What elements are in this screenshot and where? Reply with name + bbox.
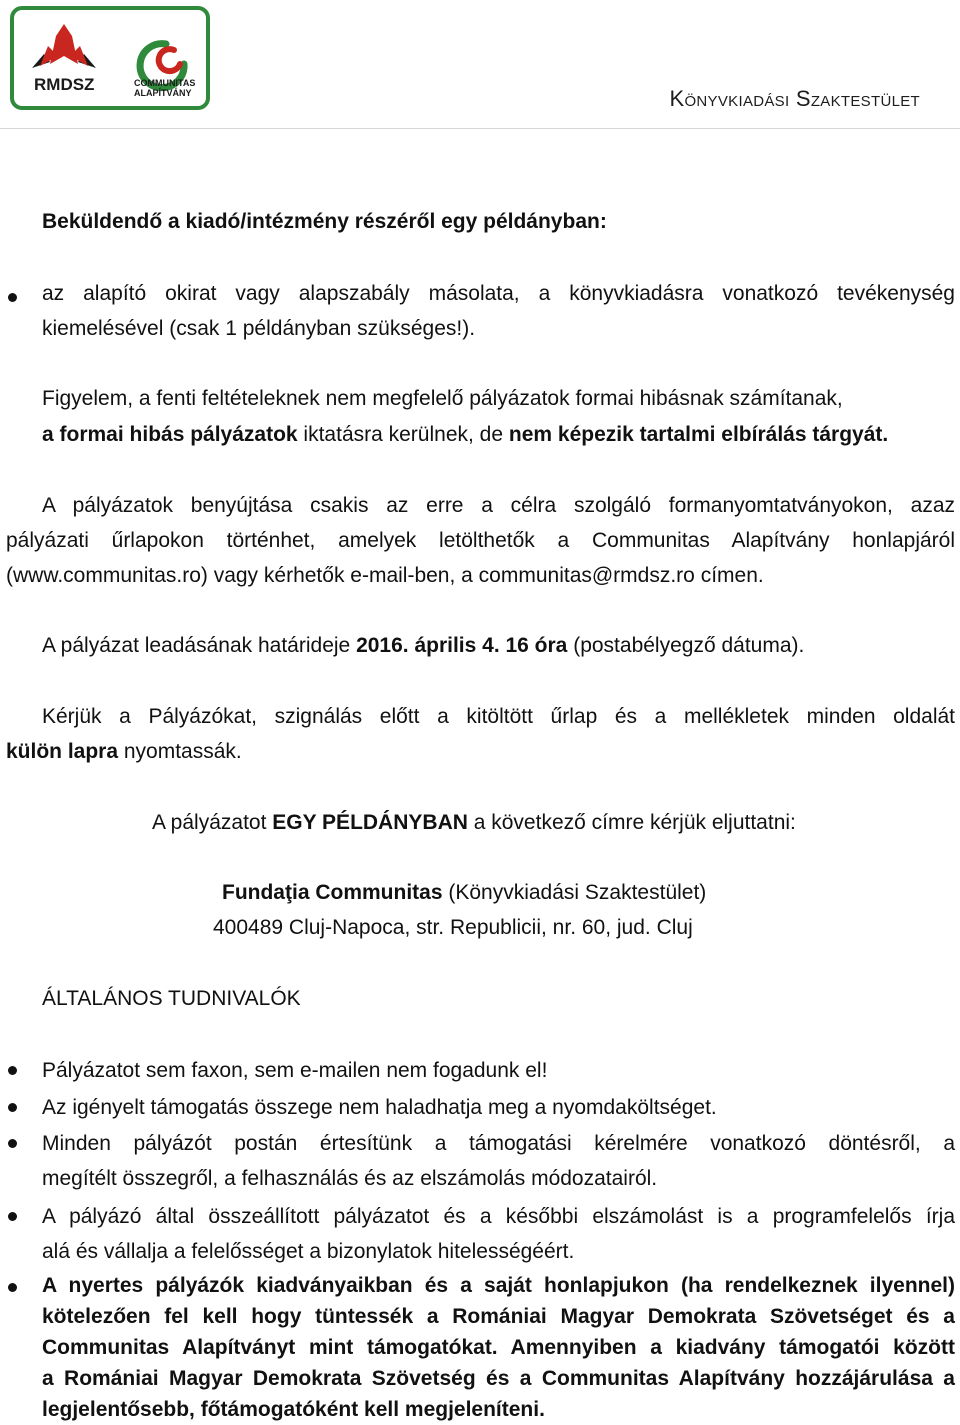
address-intro xyxy=(152,805,796,840)
logo-text-communitas: COMMUNITAS xyxy=(134,78,196,88)
print-note-line2 xyxy=(6,734,242,769)
warning-mid: iktatásra kerülnek, de xyxy=(297,423,509,446)
print-note-bold: külön lapra xyxy=(6,740,119,763)
logo-text-alapitvany: ALAPÍTVÁNY xyxy=(134,88,192,98)
address-intro-suffix: a következő címre kérjük eljuttatni: xyxy=(467,811,796,834)
bullet-icon xyxy=(8,1066,17,1075)
general-item-3-line2: megítélt összegről, a felhasználás és az elszámolás módozatairól. xyxy=(42,1167,658,1190)
logo xyxy=(10,6,210,110)
general-item-5-line3: Communitas Alapítványt mint támogatókat. Amennyiben a kiadvány támogatói között xyxy=(42,1336,955,1359)
general-item-5-line1: A nyertes pályázók kiadványaikban és a saját honlapjukon (ha rendelkeznek ilyennel) xyxy=(42,1274,955,1297)
deadline-date: 2016. április 4. 16 óra xyxy=(356,634,568,657)
send-item-line1: az alapító okirat vagy alapszabály másolata, a könyvkiadásra vonatkozó tevékenység xyxy=(42,282,955,305)
warning-bold-1: a formai hibás pályázatok xyxy=(42,423,298,446)
general-item-2: Az igényelt támogatás összege nem haladhatja meg a nyomdaköltséget. xyxy=(42,1096,717,1119)
warning-line1: Figyelem, a fenti feltételeknek nem megfelelő pályázatok formai hibásnak számítanak, xyxy=(42,387,843,410)
address-intro-bold: EGY PÉLDÁNYBAN xyxy=(272,811,468,834)
general-item-5-line5: legjelentősebb, főtámogatóként kell megjeleníteni. xyxy=(42,1398,545,1421)
address-name xyxy=(222,875,706,910)
general-item-1: Pályázatot sem faxon, sem e-mailen nem fogadunk el! xyxy=(42,1059,548,1082)
bullet-icon xyxy=(8,293,17,302)
general-item-4-line2: alá és vállalja a felelősséget a bizonylatok hitelességéért. xyxy=(42,1240,575,1263)
header-title: Könyvkiadási Szaktestület xyxy=(669,86,920,111)
general-item-5-line4: a Romániai Magyar Demokrata Szövetség és a Communitas Alapítvány hozzájárulása a xyxy=(42,1367,955,1390)
address-intro-prefix: A pályázatot xyxy=(152,811,273,834)
general-item-3-line1: Minden pályázót postán értesítünk a támogatási kérelmére vonatkozó döntésről, a xyxy=(42,1132,955,1155)
logo-text-rmdsz: RMDSZ xyxy=(34,75,95,94)
deadline-prefix: A pályázat leadásának határideje xyxy=(42,634,357,657)
general-heading: ÁLTALÁNOS TUDNIVALÓK xyxy=(42,987,301,1010)
print-note-line1: Kérjük a Pályázókat, szignálás előtt a kitöltött űrlap és a mellékletek minden oldalát xyxy=(42,705,955,728)
warning-bold-2: nem képezik tartalmi elbírálás tárgyát. xyxy=(508,423,889,446)
header-divider xyxy=(0,128,960,129)
general-item-5-line2: kötelezően fel kell hogy tüntessék a Romániai Magyar Demokrata Szövetséget és a xyxy=(42,1305,955,1328)
send-heading: Beküldendő a kiadó/intézmény részéről egy példányban: xyxy=(42,210,607,233)
submission-line3: (www.communitas.ro) vagy kérhetők e-mail-ben, a communitas@rmdsz.ro címen. xyxy=(6,564,764,587)
send-item-line2: kiemelésével (csak 1 példányban szükséges!). xyxy=(42,317,476,340)
general-item-4-line1: A pályázó által összeállított pályázatot és a későbbi elszámolást is a programfelelős írja xyxy=(42,1205,955,1228)
address-street: 400489 Cluj-Napoca, str. Republicii, nr. 60, jud. Cluj xyxy=(213,916,693,939)
bullet-icon xyxy=(8,1283,17,1292)
print-note-rest: nyomtassák. xyxy=(118,740,242,763)
address-org: Fundaţia Communitas xyxy=(222,881,443,904)
address-org-dept: (Könyvkiadási Szaktestület) xyxy=(442,881,707,904)
submission-line1: A pályázatok benyújtása csakis az erre a célra szolgáló formanyomtatványokon, azaz xyxy=(42,494,955,517)
deadline-suffix: (postabélyegző dátuma). xyxy=(567,634,805,657)
bullet-icon xyxy=(8,1212,17,1221)
submission-line2: pályázati űrlapokon történhet, amelyek letölthetők a Communitas Alapítvány honlapjáról xyxy=(6,529,955,552)
bullet-icon xyxy=(8,1103,17,1112)
warning-line2 xyxy=(42,417,888,452)
logo-graphic xyxy=(14,10,206,106)
bullet-icon xyxy=(8,1139,17,1148)
deadline xyxy=(42,628,804,663)
rmdsz-tulip-icon xyxy=(32,24,96,68)
